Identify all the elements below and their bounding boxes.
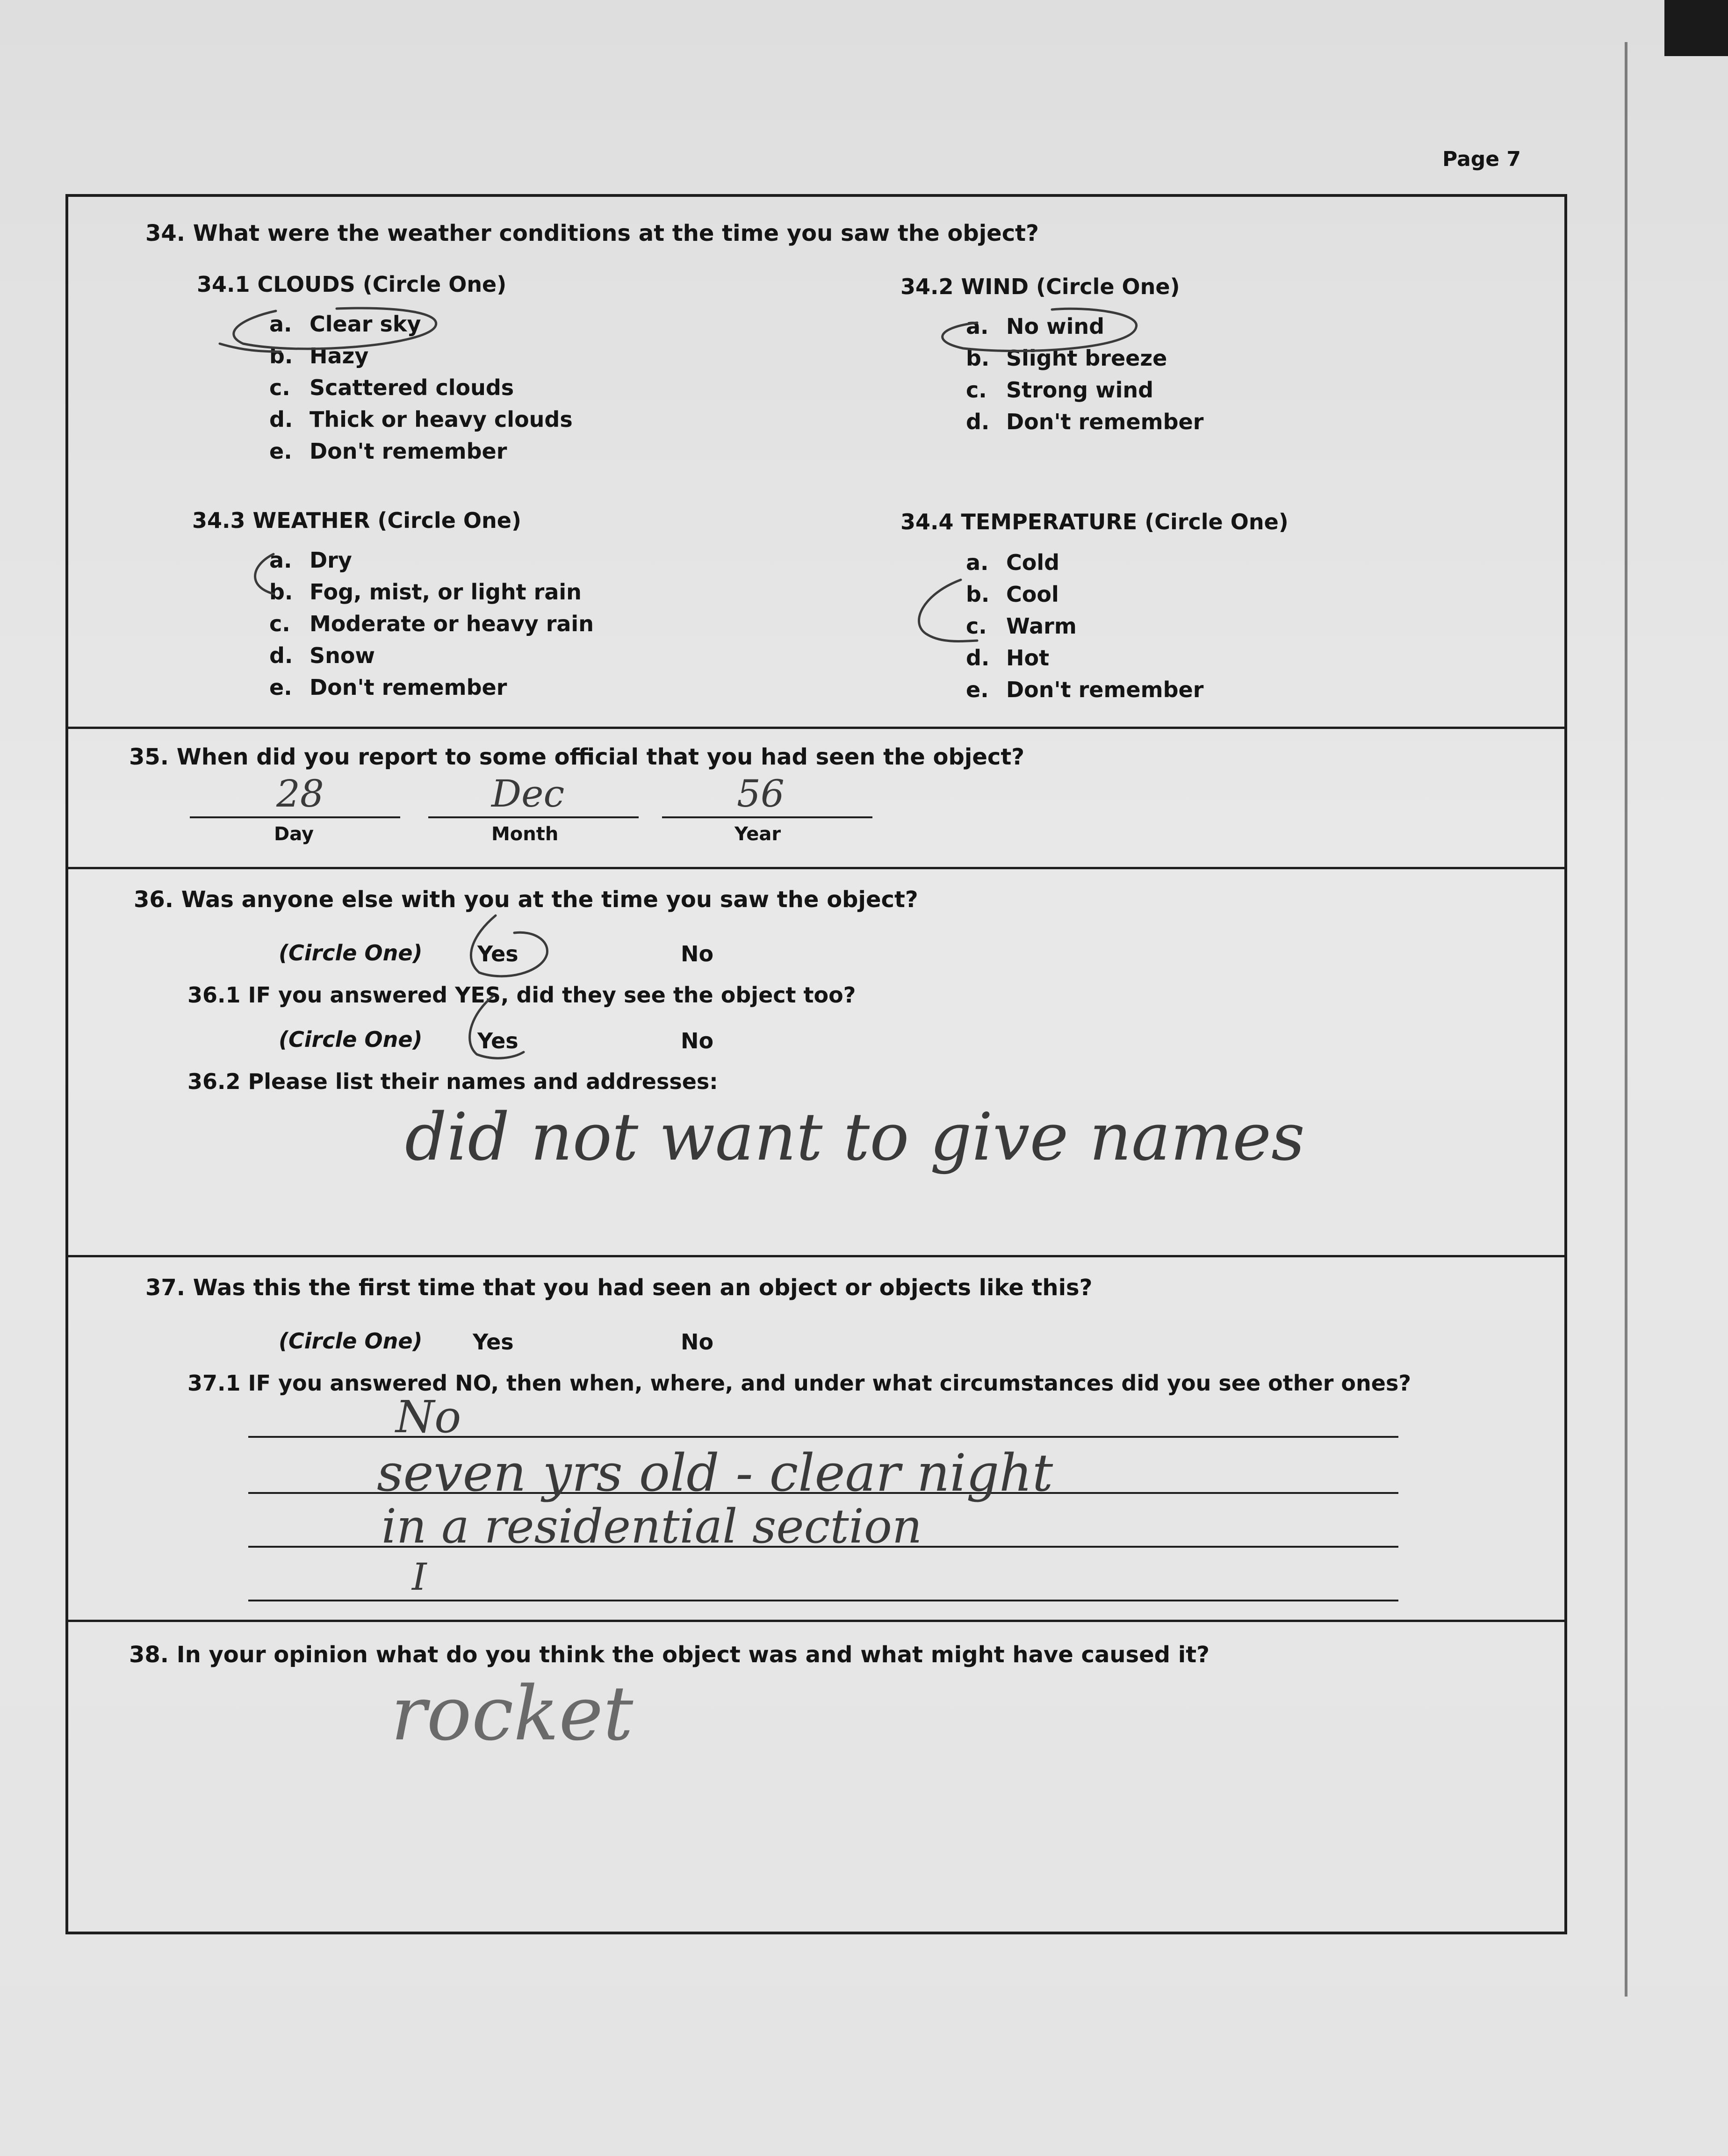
q37-question: 37. Was this the first time that you had seen an object or objects like this? xyxy=(145,1275,1093,1301)
q34-1-title: 34.1 CLOUDS (Circle One) xyxy=(197,272,507,297)
q34-question: 34. What were the weather conditions at the time you saw the object? xyxy=(145,220,1039,246)
q35-month-label: Month xyxy=(491,823,559,845)
clouds-option-b[interactable]: b. Hazy xyxy=(269,343,369,368)
q36-1-no-option[interactable]: No xyxy=(681,1028,714,1053)
q34-4-title: 34.4 TEMPERATURE (Circle One) xyxy=(900,509,1289,534)
q35-question: 35. When did you report to some official that you had seen the object? xyxy=(129,744,1025,770)
temperature-option-c[interactable]: c. Warm xyxy=(966,613,1077,639)
q36-1-question: 36.1 IF you answered YES, did they see the object too? xyxy=(187,982,856,1008)
weather-option-a[interactable]: a. Dry xyxy=(269,548,352,573)
q36-1-yes-option[interactable]: Yes xyxy=(477,1028,518,1053)
q35-year-label: Year xyxy=(734,823,781,845)
wind-option-c[interactable]: c. Strong wind xyxy=(966,377,1154,403)
q37-handwritten-line-3: in a residential section xyxy=(382,1499,922,1554)
q35-day-label: Day xyxy=(274,823,314,845)
q36-question: 36. Was anyone else with you at the time you saw the object? xyxy=(134,887,918,913)
temperature-option-b[interactable]: b. Cool xyxy=(966,582,1059,607)
temperature-cool-circle xyxy=(919,580,977,641)
q36-yes-option[interactable]: Yes xyxy=(477,941,518,966)
q38-handwritten-answer: rocket xyxy=(391,1670,634,1757)
q37-handwritten-line-4: I xyxy=(412,1555,427,1599)
q37-no-option[interactable]: No xyxy=(681,1329,714,1355)
wind-option-d[interactable]: d. Don't remember xyxy=(966,409,1204,434)
q36-2-handwritten-answer: did not want to give names xyxy=(405,1099,1305,1175)
weather-option-d[interactable]: d. Snow xyxy=(269,643,375,668)
q37-1-question: 37.1 IF you answered NO, then when, where, and under what circumstances did you see other ones? xyxy=(187,1370,1411,1396)
q37-handwritten-line-1: No xyxy=(396,1392,461,1443)
wind-option-b[interactable]: b. Slight breeze xyxy=(966,346,1167,371)
q35-year-handwritten: 56 xyxy=(737,772,785,815)
q35-day-handwritten: 28 xyxy=(276,772,324,815)
q36-circle-one: (Circle One) xyxy=(279,940,423,966)
weather-option-b[interactable]: b. Fog, mist, or light rain xyxy=(269,579,582,605)
temperature-option-e[interactable]: e. Don't remember xyxy=(966,677,1204,702)
q36-no-option[interactable]: No xyxy=(681,941,714,966)
page-number: Page 7 xyxy=(1442,147,1521,171)
q34-2-title: 34.2 WIND (Circle One) xyxy=(900,274,1180,299)
wind-option-a[interactable]: a. No wind xyxy=(966,314,1105,339)
q37-circle-one: (Circle One) xyxy=(279,1328,423,1354)
q37-yes-option[interactable]: Yes xyxy=(473,1329,514,1355)
q35-month-handwritten: Dec xyxy=(491,772,565,815)
clouds-option-a[interactable]: a. Clear sky xyxy=(269,311,421,337)
clouds-clear-sky-circle xyxy=(234,308,436,349)
q36-2-question: 36.2 Please list their names and addresses: xyxy=(187,1069,718,1094)
q37-handwritten-line-2: seven yrs old - clear night xyxy=(377,1443,1053,1503)
weather-option-c[interactable]: c. Moderate or heavy rain xyxy=(269,611,594,636)
temperature-option-d[interactable]: d. Hot xyxy=(966,645,1050,671)
q36-1-yes-circle xyxy=(470,996,524,1058)
weather-dry-circle xyxy=(255,554,274,594)
q38-question: 38. In your opinion what do you think the object was and what might have caused it? xyxy=(129,1642,1210,1668)
q34-3-title: 34.3 WEATHER (Circle One) xyxy=(192,508,521,533)
q36-1-circle-one: (Circle One) xyxy=(279,1027,423,1052)
clouds-option-e[interactable]: e. Don't remember xyxy=(269,439,507,464)
clouds-option-d[interactable]: d. Thick or heavy clouds xyxy=(269,407,573,432)
q36-yes-circle xyxy=(471,916,547,976)
weather-option-e[interactable]: e. Don't remember xyxy=(269,675,507,700)
wind-no-wind-circle xyxy=(943,309,1137,351)
clouds-option-c[interactable]: c. Scattered clouds xyxy=(269,375,514,400)
temperature-option-a[interactable]: a. Cold xyxy=(966,550,1060,575)
